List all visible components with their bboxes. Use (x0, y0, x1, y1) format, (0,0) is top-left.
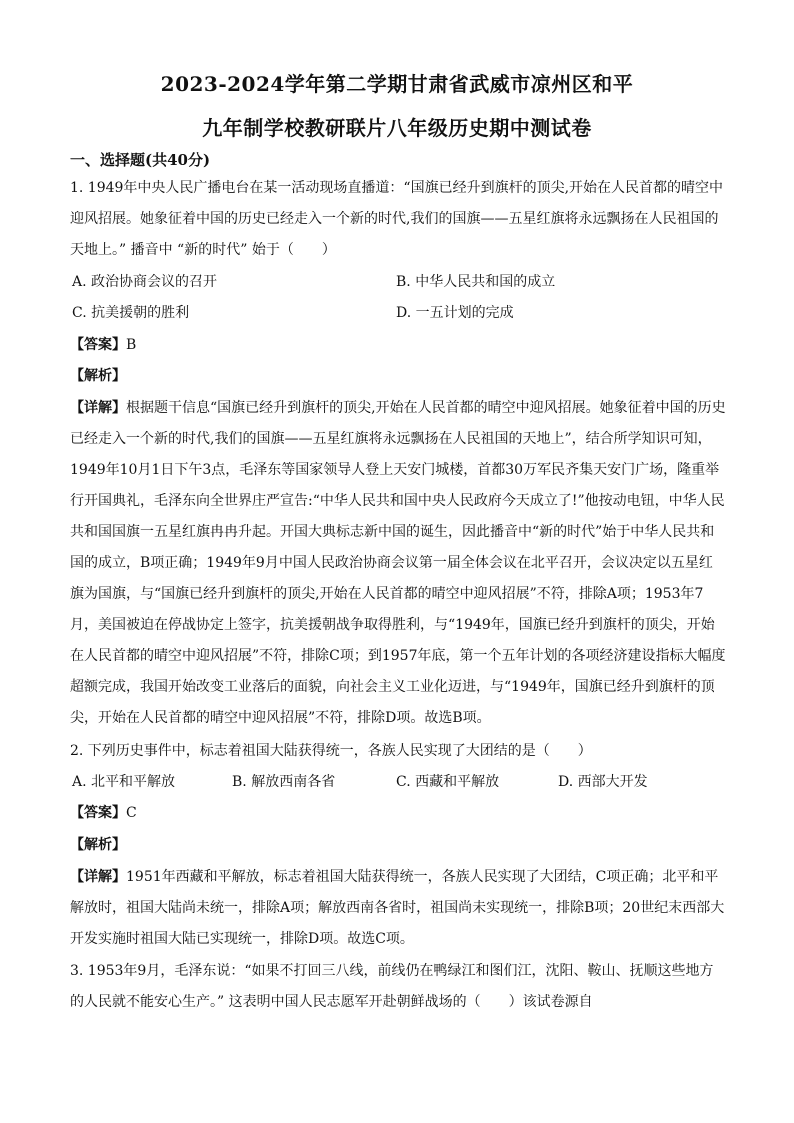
section-heading: 一、选择题(共40分) (70, 151, 211, 169)
analysis-label: 【解析】 (70, 368, 126, 384)
question-2-option-a: A. 北平和平解放 (72, 774, 176, 790)
detail-text: 1951年西藏和平解放，标志着祖国大陆获得统一，各族人民实现了大团结，C项正确；北平和平解放时，祖国大陆尚未统一，排除A项；解放西南各省时，祖国尚未实现统一，排除B项；20世纪末西部大开发实施时祖国大陆已实现统一，排除D项。故选C项。 (70, 869, 725, 947)
question-2-detail (70, 862, 726, 955)
question-1-options-row-2 (70, 298, 726, 329)
answer-label: 【答案】 (70, 805, 126, 821)
detail-label: 【详解】 (70, 400, 126, 416)
question-2-options-row (70, 767, 726, 798)
question-3-stem: 3. 1953年9月，毛泽东说：“如果不打回三八线，前线仍在鸭绿江和图们江，沈阳、鞍山、抚顺这些地方的人民就不能安心生产。” 这表明中国人民志愿军开赴朝鲜战场的（ ）该试卷源自 (70, 963, 714, 1010)
document-title-line-2: 九年制学校教研联片八年级历史期中测试卷 (202, 116, 592, 140)
document-title-line-1: 2023-2024学年第二学期甘肃省武威市凉州区和平 (160, 72, 634, 96)
answer-value: C (126, 805, 137, 821)
question-1-detail (70, 393, 726, 734)
question-2-option-b: B. 解放西南各省 (232, 774, 336, 790)
answer-value: B (126, 337, 137, 353)
question-1-option-b: B. 中华人民共和国的成立 (396, 274, 556, 290)
answer-label: 【答案】 (70, 337, 126, 353)
question-2-stem: 2. 下列历史事件中，标志着祖国大陆获得统一，各族人民实现了大团结的是（ ） (70, 743, 592, 759)
question-1-answer (70, 330, 726, 361)
question-1-option-d: D. 一五计划的完成 (396, 305, 514, 321)
question-1-stem: 1. 1949年中央人民广播电台在某一活动现场直播道：“国旗已经升到旗杆的顶尖,开始在人民首都的晴空中迎风招展。她象征着中国的历史已经走入一个新的时代,我们的国旗——五星红旗将永远飘扬在人民祖国的天地上。” 播音中 “新的时代” 始于（ ） (70, 180, 724, 258)
question-2-option-c: C. 西藏和平解放 (396, 774, 500, 790)
detail-text: 根据题干信息“国旗已经升到旗杆的顶尖,开始在人民首都的晴空中迎风招展。她象征着中国的历史已经走入一个新的时代,我们的国旗——五星红旗将永远飘扬在人民祖国的天地上”，结合所学知识可知，1949年10月1日下午3点，毛泽东等国家领导人登上天安门城楼，首都30万军民齐集天安门广场，隆重举行开国典礼，毛泽东向全世界庄严宣告:“中华人民共和国中央人民政府今天成立了!”他按动电钮，中华人民共和国国旗一五星红旗冉冉升起。开国大典标志新中国的诞生，因此播音中“新的时代”始于中华人民共和国的成立，B项正确；1949年9月中国人民政治协商会议第一届全体会议在北平召开，会议决定以五星红旗为国旗，与“国旗已经升到旗杆的顶尖,开始在人民首都的晴空中迎风招展”不符，排除A项；1953年7月，美国被迫在停战协定上签字，抗美援朝战争取得胜利，与“1949年，国旗已经升到旗杆的顶尖，开始在人民首都的晴空中迎风招展”不符，排除C项；到1957年底，第一个五年计划的各项经济建设指标大幅度超额完成，我国开始改变工业落后的面貌，向社会主义工业化迈进，与“1949年，国旗已经升到旗杆的顶尖，开始在人民首都的晴空中迎风招展”不符，排除D项。故选B项。 (70, 400, 726, 726)
question-2-answer (70, 798, 726, 829)
question-1-options-row-1 (70, 267, 726, 298)
question-1-option-c: C. 抗美援朝的胜利 (72, 305, 190, 321)
question-2-option-d: D. 西部大开发 (558, 774, 648, 790)
question-1-analysis-label (70, 361, 726, 392)
analysis-label: 【解析】 (70, 837, 126, 853)
question-1-option-a: A. 政治协商会议的召开 (72, 274, 218, 290)
question-2-analysis-label (70, 830, 726, 861)
detail-label: 【详解】 (70, 869, 126, 885)
